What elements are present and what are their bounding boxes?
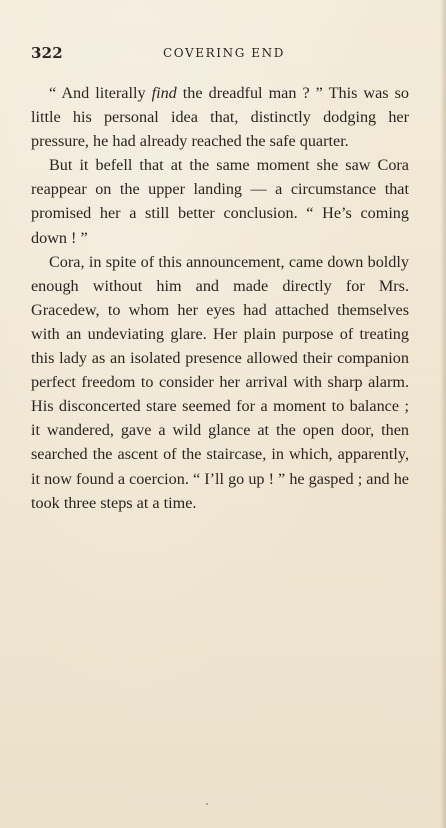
running-title: COVERING END (163, 46, 285, 60)
body-text (31, 81, 409, 515)
page-header (31, 44, 411, 66)
emphasized-word: find (151, 84, 177, 102)
paragraph-1-before: “ And literally (49, 84, 152, 102)
paragraph-3: Cora, in spite of this announcement, came down boldly enough without him and made directly for Mrs. Gracedew, to whom her eyes had attached themselves with an undeviating glare. Her plain purpose of treating this lady as an isolated presence allowed their companion perfect freedom to consider her arrival with sharp alarm. His disconcerted stare seemed for a moment to balance ; it wandered, gave a wild glance at the open door, then searched the ascent of the staircase, in which, apparently, it now found a coercion. “ I’ll go up ! ” he gasped ; and he took three steps at a time. (31, 252, 409, 512)
paragraph-1-after: the dreadful man ? ” This was so little his personal idea that, distinctly dodging her pressure, he had already reached the safe quarter. (31, 84, 409, 151)
paragraph-2: But it befell that at the same moment she saw Cora reappear on the upper landing — a circumstance that promised her a still better conclusion. “ He’s coming down ! ” (31, 156, 409, 247)
paper-speck (206, 803, 208, 805)
paragraph-1 (31, 81, 409, 153)
page-number: 322 (31, 44, 63, 62)
